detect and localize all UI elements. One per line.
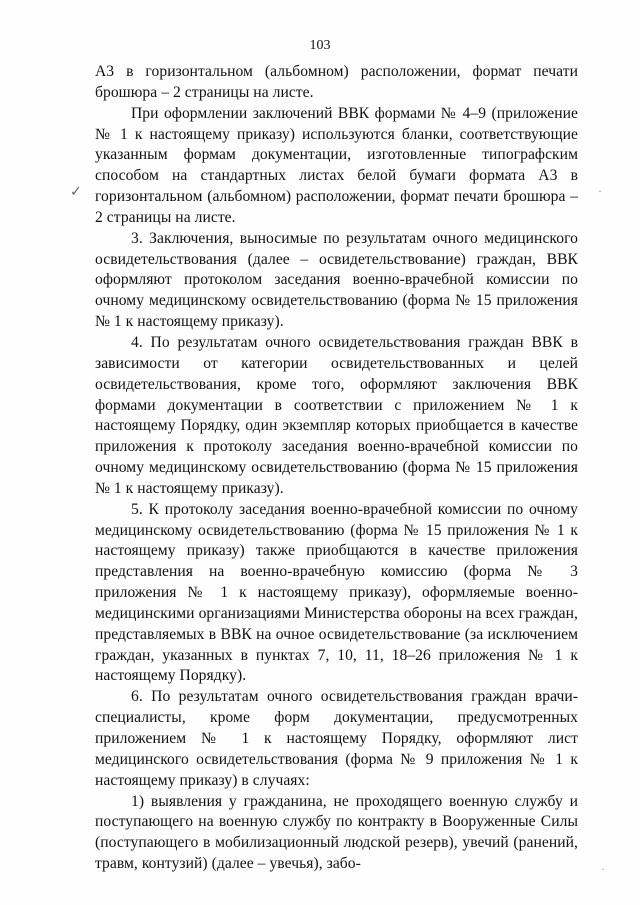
document-body <box>95 62 578 875</box>
paragraph: 1) выявления у гражданина, не проходящего военную службу и поступающего на военную службу по контракту в Вооруженные Силы (поступающего в мобилизационный людской резерв), увечий (ранений, травм, контузий) (далее – увечья), забо- <box>95 792 578 873</box>
paragraph: 6. По результатам очного освидетельствования граждан врачи-специалисты, кроме форм документации, предусмотренных приложением № 1 к настоящему Порядку, оформляют лист медицинского освидетельствования (форма № 9 приложения № 1 к настоящему приказу) в случаях: <box>95 688 578 789</box>
paragraph: 4. По результатам очного освидетельствования граждан ВВК в зависимости от категории освидетельствованных и целей освидетельствования, кроме того, оформляют заключения ВВК формами документации в соответствии с приложением № 1 к настоящему Порядку, один экземпляр которых приобщается в качестве приложения к протоколу заседания военно-врачебной комиссии по очному медицинскому освидетельствованию (форма № 15 приложения № 1 к настоящему приказу). <box>95 333 578 497</box>
paragraph: 3. Заключения, выносимые по результатам очного медицинского освидетельствования (далее – освидетельствование) граждан, ВВК оформляют протоколом заседания военно-врачебной комиссии по очному медицинскому освидетельствованию (форма № 15 приложения № 1 к настоящему приказу). <box>95 229 578 331</box>
margin-dot: · <box>598 184 602 198</box>
paragraph: При оформлении заключений ВВК формами № 4–9 (приложение № 1 к настоящему приказу) используются бланки, соответствующие указанным формам документации, изготовленные типографским способом на стандартных листах белой бумаги формата А3 в горизонтальном (альбомном) расположении, формат печати брошюра – 2 страницы на листе. <box>95 104 578 226</box>
paragraph: 5. К протоколу заседания военно-врачебной комиссии по очному медицинскому освидетельствованию (форма № 15 приложения № 1 к настоящему приказу) также приобщаются в качестве приложения представления на военно-врачебную комиссию (форма № 3 приложения № 1 к настоящему приказу), оформляемые военно-медицинскими организациями Министерства обороны на всех граждан, представляемых в ВВК на очное освидетельствование (за исключением граждан, указанных в пунктах 7, 10, 11, 18–26 приложения № 1 к настоящему Порядку). <box>95 500 578 685</box>
page-number: 103 <box>309 38 331 53</box>
margin-mark: ✓ <box>70 185 82 200</box>
margin-dot: · <box>601 862 605 876</box>
paragraph: А3 в горизонтальном (альбомном) расположении, формат печати брошюра – 2 страницы на листе. <box>95 63 578 101</box>
